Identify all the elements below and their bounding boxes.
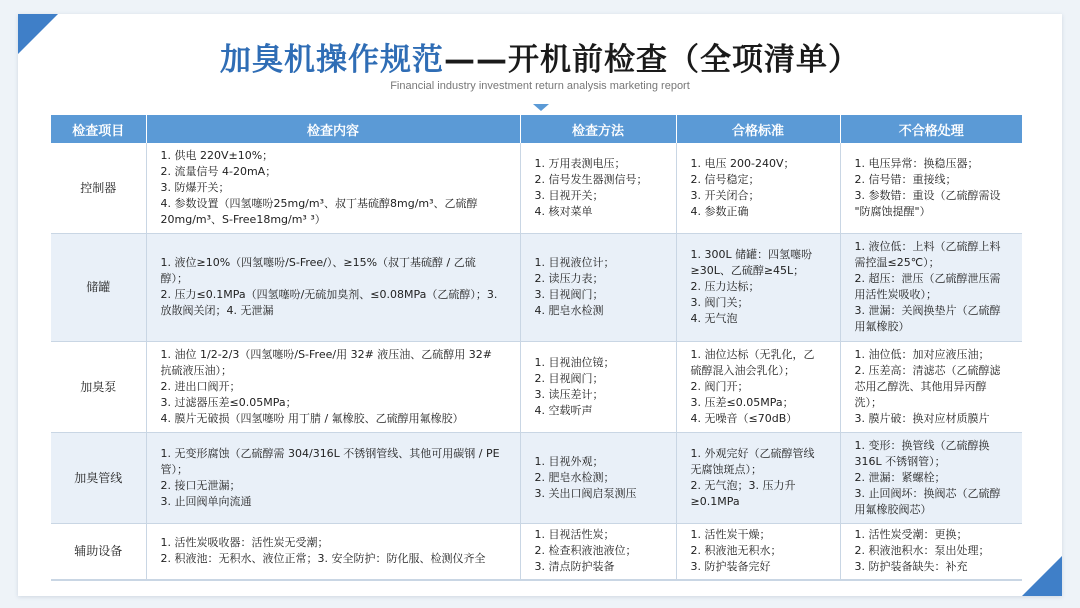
page-title [0, 40, 1080, 80]
column-header: 检查内容 [146, 115, 520, 143]
cell-text-line: 3. 关出口阀启泵测压 [534, 486, 637, 500]
cell-text-line: 3. 清点防护装备 [534, 560, 615, 573]
cell-text-line: 4. 空载听声 [534, 403, 593, 417]
table-row [51, 523, 1022, 579]
cell-text-line: 3. 阀门关； [690, 296, 749, 309]
cell-method [520, 341, 676, 432]
cell-text-line: 2. 积液池无积水； [690, 544, 782, 557]
cell-text-line: 3. 防护装备完好 [690, 560, 771, 573]
cell-text-line: 1. 电压异常：换稳压器； [854, 156, 979, 170]
cell-text-line: 1. 液位≥10%（四氢噻吩/S-Free/）、≥15%（叔丁基硫醇 / 乙硫 [160, 256, 476, 269]
cell-text-line: 1. 变形：换管线（乙硫醇换 [854, 438, 990, 452]
cell-text-line: 1. 外观完好（乙硫醇管线 [690, 446, 815, 460]
cell-method [520, 233, 676, 341]
cell-text-line: 3. 止回阀坏：换阀芯（乙硫醇 [854, 486, 1001, 500]
cell-text-line: 4. 膜片无破损（四氢噻吩 用丁腈 / 氟橡胶、乙硫醇用氟橡胶） [160, 411, 464, 425]
cell-text-line: 1. 供电 220V±10%； [160, 148, 274, 162]
cell-text-line: 2. 阀门开； [690, 379, 749, 393]
cell-text-line: 3. 膜片破：换对应材质膜片 [854, 411, 990, 425]
cell-text-line: 3. 过滤器压差≤0.05MPa； [160, 395, 297, 409]
cell-text-line: 316L 不锈钢管）； [854, 454, 946, 468]
cell-text-line: 3. 压差≤0.05MPa； [690, 395, 794, 409]
check-table [51, 115, 1022, 580]
cell-text-line: 2. 积液池积水：泵出处理； [854, 544, 990, 557]
cell-item: 加臭管线 [51, 432, 146, 523]
cell-text-line: 4. 参数正确 [690, 204, 749, 218]
cell-text-line: 1. 目视液位计； [534, 256, 615, 269]
cell-content [146, 341, 520, 432]
cell-handling [840, 233, 1022, 341]
cell-text-line: 1. 目视油位镜； [534, 355, 615, 369]
cell-text-line: 4. 无气泡 [690, 312, 738, 325]
cell-standard [676, 523, 840, 579]
cell-text-line: 4. 参数设置（四氢噻吩25mg/m³、叔丁基硫醇8mg/m³、乙硫醇 [160, 196, 478, 210]
cell-text-line: 需控温≤25℃）； [854, 256, 940, 269]
cell-text-line: 2. 信号发生器测信号； [534, 172, 648, 186]
cell-text-line: 2. 流量信号 4-20mA； [160, 164, 277, 178]
corner-decoration-bottom-right [1022, 556, 1062, 596]
cell-handling [840, 143, 1022, 233]
cell-item: 控制器 [51, 143, 146, 233]
cell-text-line: 3. 目视开关； [534, 188, 604, 202]
column-header: 不合格处理 [840, 115, 1022, 143]
cell-text-line: 1. 活性炭受潮：更换； [854, 528, 968, 541]
pointer-triangle-icon [533, 104, 549, 111]
cell-text-line: 2. 目视阀门； [534, 371, 604, 385]
table-header-row [51, 115, 1022, 143]
title-main: 加臭机操作规范 [220, 42, 444, 78]
cell-text-line: 2. 肥皂水检测； [534, 470, 615, 484]
cell-text-line: 2. 无气泡；3. 压力升 [690, 478, 796, 492]
cell-text-line: 2. 接口无泄漏； [160, 478, 241, 492]
table-row [51, 432, 1022, 523]
cell-text-line: 3. 目视阀门； [534, 288, 604, 301]
cell-text-line: 3. 参数错：重设（乙硫醇需设 [854, 188, 1001, 202]
cell-text-line: 3. 开关闭合； [690, 188, 760, 202]
cell-text-line: 2. 积液池：无积水、液位正常；3. 安全防护：防化服、检测仪齐全 [160, 552, 486, 565]
cell-text-line: 用氟橡胶） [854, 320, 910, 333]
cell-text-line: ≥0.1MPa [690, 494, 740, 508]
cell-handling [840, 341, 1022, 432]
cell-text-line: 1. 活性炭干燥； [690, 528, 771, 541]
cell-text-line: 用氟橡胶阀芯） [854, 502, 932, 516]
cell-text-line: 1. 油位 1/2-2/3（四氢噻吩/S-Free/用 32# 液压油、乙硫醇用 32# [160, 347, 492, 361]
title-rest: ——开机前检查（全项清单） [444, 42, 860, 78]
cell-content [146, 523, 520, 579]
cell-item: 加臭泵 [51, 341, 146, 432]
table-bottom-border [51, 580, 1022, 581]
cell-text-line: 1. 油位低：加对应液压油； [854, 347, 990, 361]
cell-text-line: 2. 压力≤0.1MPa（四氢噻吩/无硫加臭剂、≤0.08MPa（乙硫醇）；3. [160, 288, 498, 301]
cell-method [520, 143, 676, 233]
cell-text-line: 4. 核对菜单 [534, 204, 593, 218]
cell-text-line: 2. 信号错：重接线； [854, 172, 957, 186]
page-subtitle: Financial industry investment return analysis marketing report [390, 80, 690, 92]
cell-text-line: 2. 压差高：清滤芯（乙硫醇滤 [854, 363, 1001, 377]
table-row [51, 341, 1022, 432]
cell-text-line: 2. 读压力表； [534, 272, 604, 285]
cell-text-line: 1. 目视外观； [534, 454, 604, 468]
cell-text-line: 3. 读压差计； [534, 387, 604, 401]
column-header: 检查项目 [51, 115, 146, 143]
cell-text-line: 4. 肥皂水检测 [534, 304, 604, 317]
cell-item: 辅助设备 [51, 523, 146, 579]
cell-text-line: 用活性炭吸收）； [854, 288, 937, 301]
cell-content [146, 233, 520, 341]
cell-text-line: ≥30L、乙硫醇≥45L； [690, 264, 805, 277]
cell-text-line: 放散阀关闭；4. 无泄漏 [160, 304, 274, 317]
cell-text-line: 1. 无变形腐蚀（乙硫醇需 304/316L 不锈钢管线、其他可用碳钢 / PE [160, 446, 500, 460]
cell-text-line: 2. 超压：泄压（乙硫醇泄压需 [854, 272, 1001, 285]
column-header: 检查方法 [520, 115, 676, 143]
cell-text-line: 1. 万用表测电压； [534, 156, 626, 170]
cell-handling [840, 432, 1022, 523]
cell-method [520, 523, 676, 579]
cell-text-line: 1. 液位低：上料（乙硫醇上料 [854, 240, 1001, 253]
cell-handling [840, 523, 1022, 579]
cell-content [146, 143, 520, 233]
cell-item: 储罐 [51, 233, 146, 341]
cell-method [520, 432, 676, 523]
cell-text-line: 2. 检查积液池液位； [534, 544, 637, 557]
cell-standard [676, 143, 840, 233]
cell-text-line: 无腐蚀斑点）； [690, 462, 762, 476]
cell-text-line: 1. 300L 储罐：四氢噻吩 [690, 248, 813, 261]
cell-text-line: 洗）； [854, 395, 882, 409]
cell-text-line: 4. 无噪音（≤70dB） [690, 411, 798, 425]
cell-text-line: 3. 防爆开关； [160, 180, 230, 194]
cell-text-line: 2. 信号稳定； [690, 172, 760, 186]
table-row [51, 233, 1022, 341]
cell-standard [676, 341, 840, 432]
cell-text-line: 抗硫液压油）； [160, 363, 232, 377]
cell-text-line: 硫醇混入油会乳化）； [690, 363, 795, 377]
cell-text-line: 3. 防护装备缺失：补充 [854, 560, 968, 573]
cell-text-line: 2. 泄漏：紧螺栓； [854, 470, 946, 484]
cell-text-line: 3. 泄漏：关阀换垫片（乙硫醇 [854, 304, 1001, 317]
cell-content [146, 432, 520, 523]
cell-text-line: 芯用乙醇洗、其他用异丙醇 [854, 379, 987, 393]
cell-text-line: 1. 目视活性炭； [534, 528, 615, 541]
cell-text-line: 1. 活性炭吸收器：活性炭无受潮； [160, 536, 329, 549]
cell-text-line: 2. 进出口阀开； [160, 379, 241, 393]
cell-text-line: 醇）； [160, 272, 188, 285]
cell-text-line: 1. 油位达标（无乳化，乙 [690, 347, 815, 361]
cell-standard [676, 432, 840, 523]
cell-standard [676, 233, 840, 341]
cell-text-line: 2. 压力达标； [690, 280, 760, 293]
cell-text-line: 1. 电压 200-240V； [690, 156, 795, 170]
table-row [51, 143, 1022, 233]
cell-text-line: 3. 止回阀单向流通 [160, 494, 252, 508]
column-header: 合格标准 [676, 115, 840, 143]
cell-text-line: 20mg/m³、S-Free18mg/m³ ³） [160, 212, 326, 226]
cell-text-line: 管）； [160, 462, 188, 476]
cell-text-line: "防腐蚀提醒"） [854, 204, 931, 218]
